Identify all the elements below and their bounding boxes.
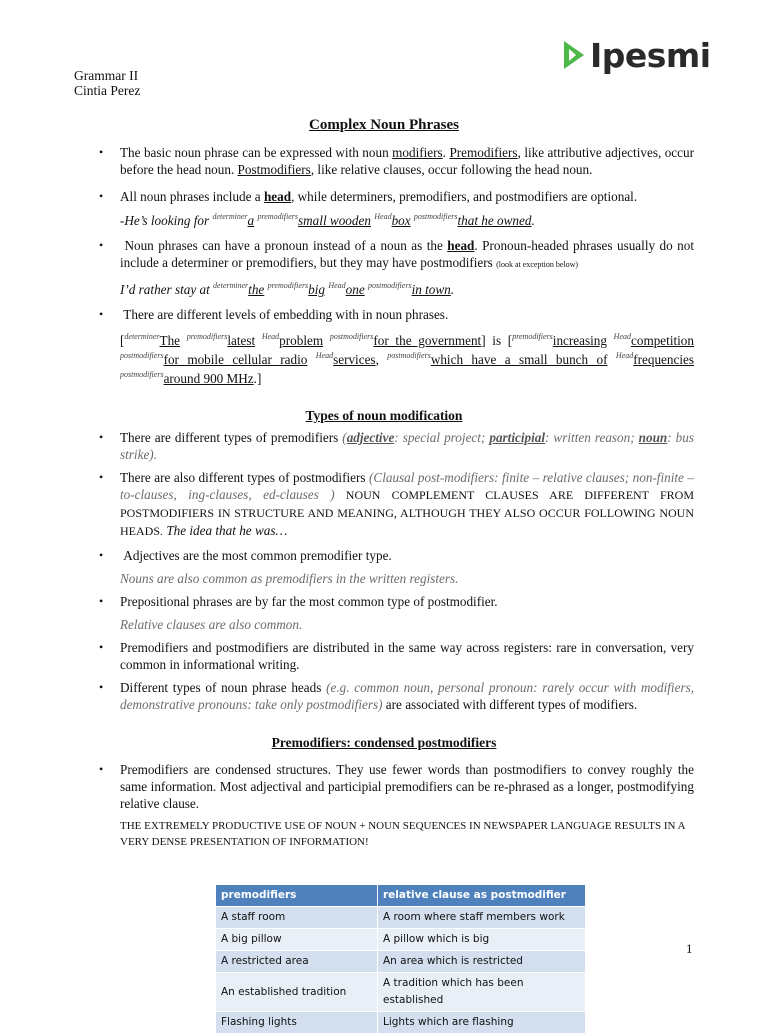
bullet-prepositional-phrases: • Prepositional phrases are by far the most common type of postmodifier. (120, 593, 694, 610)
table-cell: A restricted area (216, 951, 378, 973)
example-box-sentence: -He’s looking for $^{determiner}$a $^{premodifiers}$small wooden $^{Head}$box $^{postmodifiers}$that he owned. (120, 212, 694, 229)
table-cell: A room where staff members work (378, 907, 586, 929)
document-header (74, 68, 140, 98)
logo (561, 38, 711, 72)
table-row (216, 973, 586, 1012)
section-heading-condensed: Premodifiers: condensed postmodifiers (0, 734, 768, 751)
table-cell: A big pillow (216, 929, 378, 951)
table-cell: A pillow which is big (378, 929, 586, 951)
table-row (216, 1012, 586, 1033)
table-header-cell: premodifiers (216, 885, 378, 907)
bullet-adjectives-common: • Adjectives are the most common premodifier type. (120, 547, 694, 564)
course-name: Grammar II (74, 68, 140, 83)
author-name: Cintia Perez (74, 83, 140, 98)
bullet-premodifier-types: • There are different types of premodifiers (adjective: special project; participial: written reason; noun: bus strike). (120, 429, 694, 463)
bullet-embedding: • There are different levels of embedding with in noun phrases. (120, 306, 694, 323)
bullet-pronoun-head: • Noun phrases can have a pronoun instead of a noun as the head. Pronoun-headed phrases usually do not include a determiner or premodifiers, but they may have postmodifiers (look at exception below) (120, 237, 694, 273)
table-cell: An established tradition (216, 973, 378, 1012)
bullet-head-types: • Different types of noun phrase heads (e.g. common noun, personal pronoun: rarely occur with modifiers, demonstrative pronouns: take only postmodifiers) are associated with different types of modifiers. (120, 679, 694, 713)
bullet-head-required: • All noun phrases include a head, while determiners, premodifiers, and postmodifiers are optional. (120, 188, 694, 205)
table-cell: An area which is restricted (378, 951, 586, 973)
note-nouns-premodifiers: Nouns are also common as premodifiers in the written registers. (120, 570, 694, 587)
logo-text: Ipesmi (590, 47, 711, 64)
table-cell: Flashing lights (216, 1012, 378, 1033)
page-number: 1 (686, 940, 693, 957)
section-heading-types: Types of noun modification (0, 407, 768, 424)
bullet-postmodifier-types: • There are also different types of postmodifiers (Clausal post-modifiers: finite – relative clauses; non-finite – to-clauses, ing-clauses, ed-clauses ) NOUN COMPLEMENT CLAUSES ARE DIFFERENT FROM POSTMODIFIERS IN STRUCTURE AND MEANING, ALTHOUGH THEY ALSO OCCUR FOLLOWING NOUN HEADS. The idea that he was… (120, 469, 694, 540)
premodifier-table (216, 885, 586, 1033)
table-row (216, 907, 586, 929)
document-title: Complex Noun Phrases (0, 117, 768, 134)
table-cell: A tradition which has been established (378, 973, 586, 1012)
note-relative-clauses: Relative clauses are also common. (120, 616, 694, 633)
document-body (0, 144, 768, 850)
example-town-sentence: I’d rather stay at $^{determiner}$the $^{premodifiers}$big $^{Head}$one $^{postmodifiers}$in town. (120, 281, 694, 298)
note-noun-noun-sequences: THE EXTREMELY PRODUCTIVE USE OF NOUN + NOUN SEQUENCES IN NEWSPAPER LANGUAGE RESULTS IN A VERY DENSE PRESENTATION OF INFORMATION! (120, 818, 694, 850)
ipesmi-chevron-icon (561, 38, 587, 72)
example-embedding: [$^{determiner}$The $^{premodifiers}$latest $^{Head}$problem $^{postmodifiers}$for the government] is [$^{premodifiers}$increasing $^{Head}$competition $^{postmodifiers}$for mobile cellular radio $^{Head}$services, $^{postmodifiers}$which have a small bunch of $^{Head}$frequencies $^{postmodifiers}$around 900 MHz.] (120, 331, 694, 388)
bullet-distribution: • Premodifiers and postmodifiers are distributed in the same way across registers: rare in conversation, very common in informational writing. (120, 639, 694, 673)
table-cell: A staff room (216, 907, 378, 929)
table-header-row (216, 885, 586, 907)
table-row (216, 929, 586, 951)
table-cell: Lights which are flashing (378, 1012, 586, 1033)
table-header-cell: relative clause as postmodifier (378, 885, 586, 907)
bullet-basic-noun-phrase: • The basic noun phrase can be expressed with noun modifiers. Premodifiers, like attributive adjectives, occur before the head noun. Postmodifiers, like relative clauses, occur following the head noun. (120, 144, 694, 178)
bullet-condensed-structures: • Premodifiers are condensed structures. They use fewer words than postmodifiers to convey roughly the same information. Most adjectival and participial premodifiers can be re-phrased as a longer, postmodifying relative clause. (120, 761, 694, 812)
table-row (216, 951, 586, 973)
